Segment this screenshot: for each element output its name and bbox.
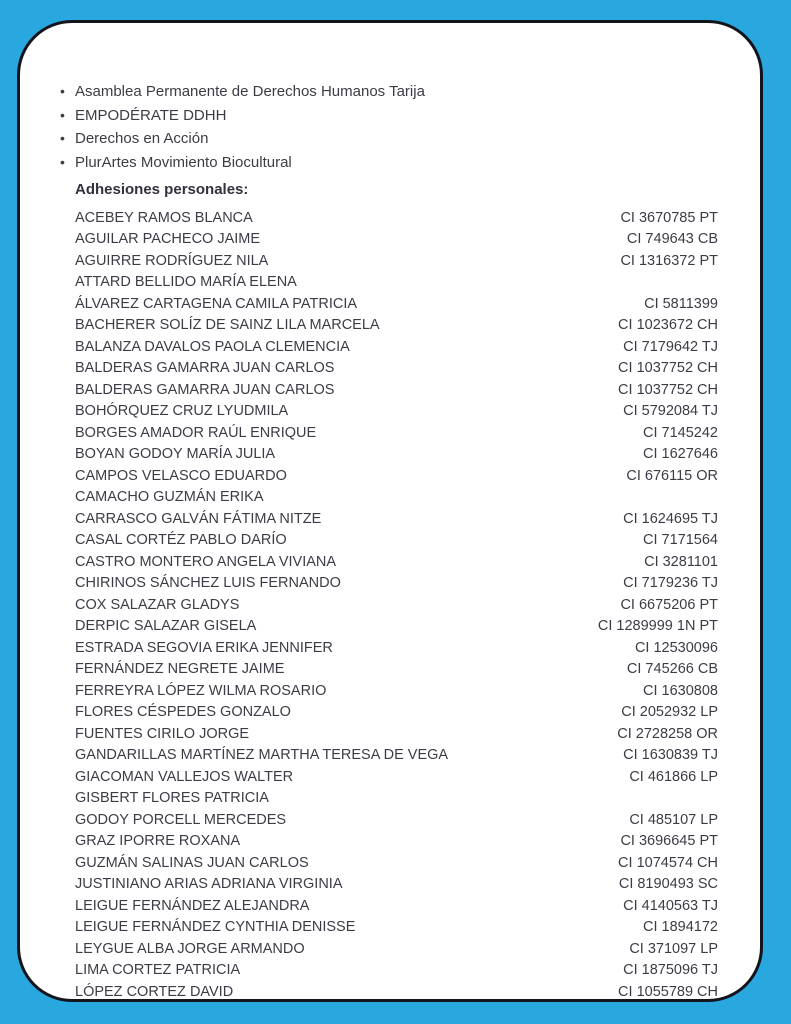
- signatory-row: [75, 358, 718, 380]
- signatory-row: [75, 939, 718, 961]
- signatory-row: [75, 853, 718, 875]
- signatory-name: BACHERER SOLÍZ DE SAINZ LILA MARCELA: [75, 317, 380, 334]
- signatory-name: BALDERAS GAMARRA JUAN CARLOS: [75, 381, 335, 398]
- signatory-ci: CI 1055789 CH: [618, 983, 718, 1000]
- signatory-name: FERREYRA LÓPEZ WILMA ROSARIO: [75, 682, 327, 699]
- signatory-ci: CI 1627646: [643, 446, 718, 463]
- signatory-row: [75, 509, 718, 531]
- signatory-ci: CI 7179236 TJ: [623, 575, 718, 592]
- signatory-row: [75, 659, 718, 681]
- organization-label: Derechos en Acción: [75, 130, 209, 148]
- signatory-name: LEIGUE FERNÁNDEZ CYNTHIA DENISSE: [75, 919, 356, 936]
- signatory-name: GANDARILLAS MARTÍNEZ MARTHA TERESA DE VEGA: [75, 747, 449, 764]
- signatory-name: LEIGUE FERNÁNDEZ ALEJANDRA: [75, 897, 310, 914]
- signatory-ci: CI 1289999 1N PT: [597, 618, 718, 635]
- organization-label: PlurArtes Movimiento Biocultural: [75, 154, 292, 172]
- document-content: [60, 80, 718, 1000]
- signatory-name: FERNÁNDEZ NEGRETE JAIME: [75, 661, 285, 678]
- signatory-row: [75, 315, 718, 337]
- signatory-ci: CI 1624695 TJ: [623, 510, 718, 527]
- signatory-name: CAMPOS VELASCO EDUARDO: [75, 467, 287, 484]
- bullet-icon: •: [60, 130, 65, 147]
- signatory-ci: CI 7145242: [643, 424, 718, 441]
- signatory-name: CARRASCO GALVÁN FÁTIMA NITZE: [75, 510, 322, 527]
- signatory-ci: CI 1037752 CH: [618, 381, 718, 398]
- signatory-row: [75, 380, 718, 402]
- signatory-name: ESTRADA SEGOVIA ERIKA JENNIFER: [75, 639, 333, 656]
- signatory-name: COX SALAZAR GLADYS: [75, 596, 240, 613]
- signatory-row: [75, 530, 718, 552]
- signatory-name: CASAL CORTÉZ PABLO DARÍO: [75, 532, 287, 549]
- signatory-name: AGUILAR PACHECO JAIME: [75, 231, 261, 248]
- signatory-name: GISBERT FLORES PATRICIA: [75, 790, 269, 807]
- signatory-name: AGUIRRE RODRÍGUEZ NILA: [75, 252, 269, 269]
- organization-item: [60, 80, 718, 104]
- signatory-name: BOHÓRQUEZ CRUZ LYUDMILA: [75, 403, 289, 420]
- signatory-name: CHIRINOS SÁNCHEZ LUIS FERNANDO: [75, 575, 341, 592]
- signatory-row: [75, 724, 718, 746]
- signatory-ci: CI 745266 CB: [626, 661, 718, 678]
- signatory-ci: CI 485107 LP: [629, 811, 718, 828]
- signatory-ci: CI 371097 LP: [629, 940, 718, 957]
- signatory-ci: CI 1023672 CH: [618, 317, 718, 334]
- signatory-row: [75, 638, 718, 660]
- signatory-row: [75, 294, 718, 316]
- signatory-row: [75, 810, 718, 832]
- signatory-row: [75, 745, 718, 767]
- signatory-row: [75, 401, 718, 423]
- signatory-ci: CI 7179642 TJ: [623, 338, 718, 355]
- signatory-row: [75, 423, 718, 445]
- signatory-row: [75, 444, 718, 466]
- organization-item: [60, 151, 718, 175]
- signatory-row: [75, 208, 718, 230]
- signatory-ci: CI 12530096: [634, 639, 718, 656]
- signatory-ci: CI 2728258 OR: [617, 725, 718, 742]
- signatory-name: LEYGUE ALBA JORGE ARMANDO: [75, 940, 305, 957]
- organization-label: EMPODÉRATE DDHH: [75, 106, 227, 124]
- signatory-ci: CI 3696645 PT: [620, 833, 718, 850]
- signatory-name: GIACOMAN VALLEJOS WALTER: [75, 768, 294, 785]
- signatory-ci: CI 7171564: [643, 532, 718, 549]
- signatory-ci: CI 1894172: [643, 919, 718, 936]
- signatory-name: LÓPEZ CORTEZ DAVID: [75, 983, 234, 1000]
- signatory-name: CASTRO MONTERO ANGELA VIVIANA: [75, 553, 337, 570]
- bullet-icon: •: [60, 154, 65, 171]
- signatory-ci: CI 3281101: [644, 553, 718, 570]
- signatory-name: CAMACHO GUZMÁN ERIKA: [75, 489, 264, 506]
- signatory-ci: CI 1630839 TJ: [623, 747, 718, 764]
- document-sheet: [17, 20, 763, 1002]
- signatory-name: BOYAN GODOY MARÍA JULIA: [75, 446, 276, 463]
- signatory-name: ATTARD BELLIDO MARÍA ELENA: [75, 274, 297, 291]
- signatory-row: [75, 767, 718, 789]
- signatory-row: [75, 573, 718, 595]
- signatory-ci: CI 3670785 PT: [620, 209, 718, 226]
- signatory-name: ÁLVAREZ CARTAGENA CAMILA PATRICIA: [75, 295, 358, 312]
- signatory-ci: CI 4140563 TJ: [623, 897, 718, 914]
- signatory-ci: CI 749643 CB: [626, 231, 718, 248]
- signatory-row: [75, 466, 718, 488]
- signatory-ci: CI 676115 OR: [626, 467, 718, 484]
- signatory-ci: CI 5792084 TJ: [623, 403, 718, 420]
- organization-list: [60, 80, 718, 175]
- signatory-name: JUSTINIANO ARIAS ADRIANA VIRGINIA: [75, 876, 343, 893]
- signatory-row: [75, 272, 718, 294]
- signatory-ci: CI 8190493 SC: [618, 876, 718, 893]
- signatory-name: BALANZA DAVALOS PAOLA CLEMENCIA: [75, 338, 350, 355]
- signatory-row: [75, 487, 718, 509]
- signatory-name: FUENTES CIRILO JORGE: [75, 725, 250, 742]
- signatory-name: BALDERAS GAMARRA JUAN CARLOS: [75, 360, 335, 377]
- signatory-row: [75, 788, 718, 810]
- signatory-ci: CI 1316372 PT: [620, 252, 718, 269]
- signatory-ci: CI 1037752 CH: [618, 360, 718, 377]
- signatory-row: [75, 229, 718, 251]
- signatory-row: [75, 982, 718, 1004]
- signatory-row: [75, 552, 718, 574]
- signatory-row: [75, 616, 718, 638]
- signatory-ci: CI 5811399: [644, 295, 718, 312]
- signatory-ci: CI 461866 LP: [629, 768, 718, 785]
- signatory-ci: CI 1074574 CH: [618, 854, 718, 871]
- signatory-list: [75, 208, 718, 1004]
- signatory-row: [75, 896, 718, 918]
- signatory-name: GRAZ IPORRE ROXANA: [75, 833, 241, 850]
- organization-item: [60, 127, 718, 151]
- section-heading: Adhesiones personales:: [75, 180, 249, 198]
- signatory-row: [75, 702, 718, 724]
- signatory-row: [75, 960, 718, 982]
- bullet-icon: •: [60, 83, 65, 99]
- signatory-row: [75, 917, 718, 939]
- signatory-name: DERPIC SALAZAR GISELA: [75, 618, 257, 635]
- signatory-name: FLORES CÉSPEDES GONZALO: [75, 704, 291, 721]
- signatory-name: GUZMÁN SALINAS JUAN CARLOS: [75, 854, 309, 871]
- signatory-row: [75, 874, 718, 896]
- organization-label: Asamblea Permanente de Derechos Humanos Tarija: [75, 83, 425, 100]
- signatory-name: ACEBEY RAMOS BLANCA: [75, 209, 253, 226]
- signatory-row: [75, 251, 718, 273]
- signatory-row: [75, 595, 718, 617]
- signatory-ci: CI 2052932 LP: [621, 704, 718, 721]
- signatory-row: [75, 681, 718, 703]
- bullet-icon: •: [60, 106, 65, 123]
- signatory-ci: CI 6675206 PT: [620, 596, 718, 613]
- signatory-row: [75, 831, 718, 853]
- signatory-name: LIMA CORTEZ PATRICIA: [75, 962, 241, 979]
- signatory-name: GODOY PORCELL MERCEDES: [75, 811, 287, 828]
- signatory-row: [75, 337, 718, 359]
- signatory-ci: CI 1875096 TJ: [623, 962, 718, 979]
- signatory-name: BORGES AMADOR RAÚL ENRIQUE: [75, 424, 317, 441]
- organization-item: [60, 104, 718, 128]
- signatory-ci: CI 1630808: [643, 682, 718, 699]
